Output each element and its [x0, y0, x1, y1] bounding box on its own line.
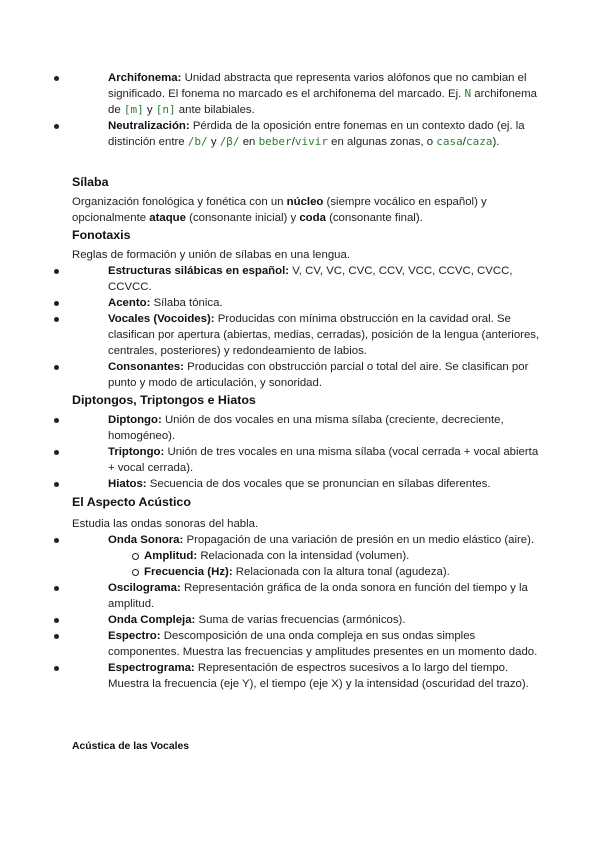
section-heading-fonotaxis: Fonotaxis	[72, 228, 131, 242]
paragraph-fonotaxis: Reglas de formación y unión de sílabas en una lengua.	[72, 249, 350, 261]
bullet-icon	[54, 418, 59, 423]
list-item: Hiatos: Secuencia de dos vocales que se pronuncian en sílabas diferentes.	[72, 476, 600, 492]
list-item: Onda Compleja: Suma de varias frecuencias (armónicos).	[72, 612, 600, 628]
bullet-icon	[54, 124, 59, 129]
list-item-onda-sonora: Onda Sonora: Propagación de una variación de presión en un medio elástico (aire).	[72, 532, 600, 548]
sub-list-item: Amplitud: Relacionada con la intensidad (volumen).	[144, 548, 600, 564]
section-heading-diptongos: Diptongos, Triptongos e Hiatos	[72, 393, 256, 407]
list-item: Vocales (Vocoides): Producidas con mínima obstrucción en la cavidad oral. Se clasifican por apertura (abiertas, medias, cerradas), posición de la lengua (anteriores, centrales, posteriores) y redondeamiento de labios.	[72, 311, 600, 359]
bullet-icon	[54, 269, 59, 274]
list-item: Diptongo: Unión de dos vocales en una misma sílaba (creciente, decreciente, homogéneo).	[72, 412, 600, 444]
list-item: Triptongo: Unión de tres vocales en una misma sílaba (vocal cerrada + vocal abierta + vocal cerrada).	[72, 444, 600, 476]
bullet-icon	[54, 365, 59, 370]
bullet-icon	[54, 618, 59, 623]
paragraph-acustico: Estudia las ondas sonoras del habla.	[72, 518, 259, 530]
list-item: Espectro: Descomposición de una onda compleja en sus ondas simples componentes. Muestra las frecuencias y amplitudes presentes en un momento dado.	[72, 628, 600, 660]
list-item: Consonantes: Producidas con obstrucción parcial o total del aire. Se clasifican por punto y modo de articulación, y sonoridad.	[72, 359, 600, 391]
list-item: Espectrograma: Representación de espectros sucesivos a lo largo del tiempo. Muestra la frecuencia (eje Y), el tiempo (eje X) y la intensidad (oscuridad del trazo).	[72, 660, 600, 692]
paragraph-silaba: Organización fonológica y fonética con un núcleo (siempre vocálico en español) y opcionalmente ataque (consonante inicial) y coda (consonante final).	[72, 196, 487, 224]
bullet-icon	[54, 482, 59, 487]
bullet-icon	[54, 538, 59, 543]
diptongos-list	[0, 412, 600, 492]
bullet-icon	[54, 634, 59, 639]
acustico-list	[0, 532, 600, 692]
list-item: Oscilograma: Representación gráfica de la onda sonora en función del tiempo y la amplitud.	[72, 580, 600, 612]
bullet-icon	[54, 586, 59, 591]
list-item: Acento: Sílaba tónica.	[72, 295, 600, 311]
section-heading-aspecto-acustico: El Aspecto Acústico	[72, 495, 191, 509]
bullet-icon	[54, 666, 59, 671]
hollow-bullet-icon	[132, 569, 139, 576]
fonotaxis-list	[0, 263, 600, 391]
bullet-icon	[54, 301, 59, 306]
list-item-neutralizacion: Neutralización: Pérdida de la oposición entre fonemas en un contexto dado (ej. la distinción entre /b/ y /β/ en beber/vivir en algunas zonas, o casa/caza).	[72, 118, 600, 150]
bullet-icon	[54, 450, 59, 455]
list-item-archifonema: Archifonema: Unidad abstracta que representa varios alófonos que no cambian el significado. El fonema no marcado es el archifonema del marcado. Ej. N archifonema de [m] y [n] ante bilabiales.	[72, 70, 600, 118]
sub-list-item: Frecuencia (Hz): Relacionada con la altura tonal (agudeza).	[144, 564, 600, 580]
bullet-icon	[54, 76, 59, 81]
section-heading-silaba: Sílaba	[72, 175, 109, 189]
list-item: Estructuras silábicas en español: V, CV, VC, CVC, CCV, VCC, CCVC, CVCC, CCVCC.	[72, 263, 600, 295]
top-bullet-list	[0, 70, 600, 150]
hollow-bullet-icon	[132, 553, 139, 560]
bullet-icon	[54, 317, 59, 322]
subsection-heading-vocales: Acústica de las Vocales	[72, 741, 190, 752]
